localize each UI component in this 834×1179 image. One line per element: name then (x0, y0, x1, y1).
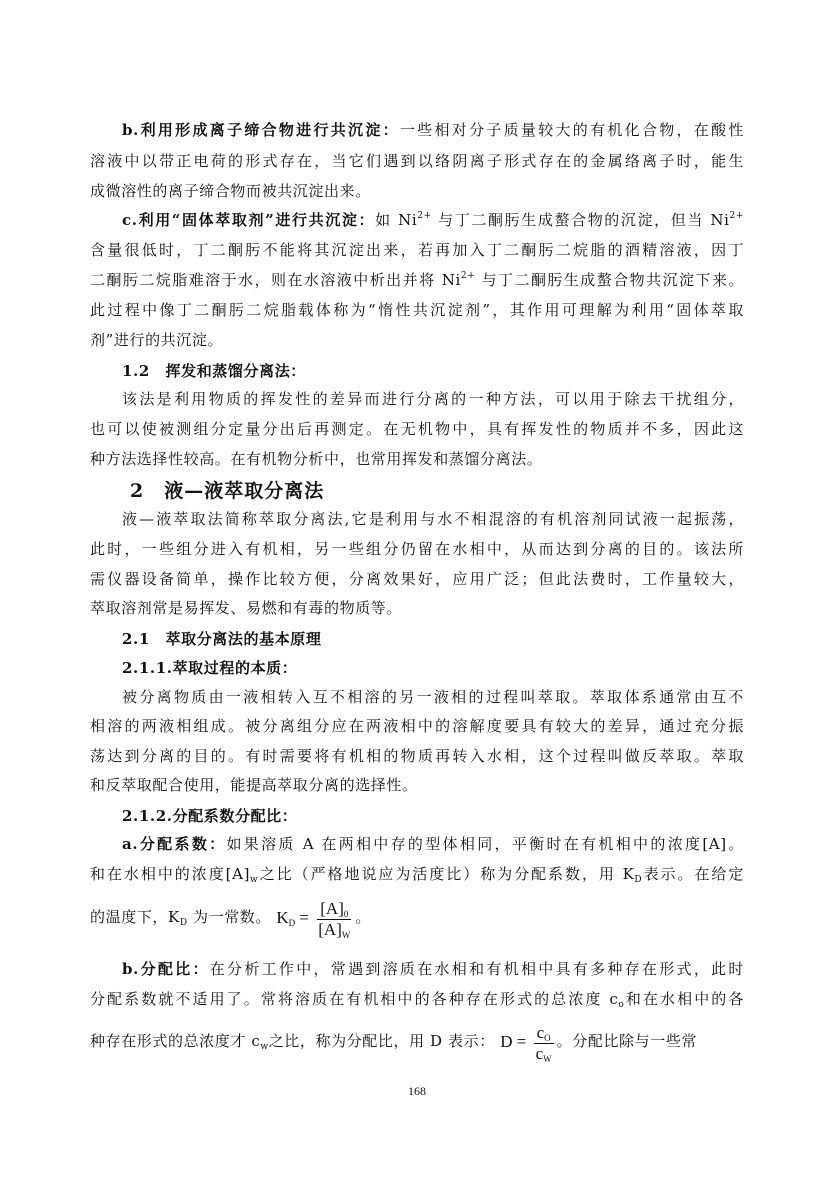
ion-charge: 2+ (460, 271, 476, 281)
eq-ratio-denominator (533, 1044, 555, 1064)
paragraph-c-text-a: 如 Ni (375, 211, 418, 229)
eq-d-symbol: D (500, 1032, 513, 1051)
paragraph-extraction-line-1: 液—液萃取法简称萃取分离法,它是利用与水不相混溶的有机溶剂同试液一起振荡， (122, 510, 744, 528)
coeff-text-b: 之比（严格地说应为活度比）称为分配系数，用 K (258, 865, 635, 883)
coeff-text-c: 表示。在给定 (642, 865, 744, 883)
distribution-ratio-equation: D = $\frac{c_O}{c_W}$ (500, 1020, 556, 1064)
paragraph-ratio-line-2 (90, 989, 744, 1009)
paragraph-essence-line-4: 和反萃取配合使用，能提高萃取分离的选择性。 (90, 776, 418, 794)
paragraph-ratio-text: 在分析工作中，常遇到溶质在水相和有机相中具有多种存在形式，此时 (209, 960, 745, 978)
paragraph-coeff-line-3 (90, 895, 744, 939)
paragraph-extraction-line-2: 此时，一些组分进入有机相，另一些组分仍留在水相中，从而达到分离的目的。该法所 (90, 540, 744, 558)
heading-2: 2 液—液萃取分离法 (130, 480, 325, 502)
paragraph-ratio-lead: b.分配比： (122, 960, 210, 978)
eq-denominator (315, 920, 353, 940)
paragraph-essence-line-2: 相溶的两液相组成。被分离组分应在两液相中的溶解度要具有较大的差异，通过充分振 (90, 717, 744, 735)
paragraph-b-line-2: 溶液中以带正电荷的形式存在，当它们遇到以络阴离子形式存在的金属络离子时，能生 (90, 152, 744, 170)
eq-ratio-numerator (534, 1023, 554, 1044)
paragraph-c-line-2: 含量很低时，丁二酮肟不能将其沉淀出来，若再加入丁二酮肟二烷脂的酒精溶液，因丁 (90, 241, 744, 259)
eq-ratio-den-sub: W (543, 1053, 552, 1064)
eq-ratio-fraction (533, 1023, 555, 1064)
paragraph-c-lead: c.利用“固体萃取剂”进行共沉淀： (122, 211, 376, 229)
paragraph-c-line-1 (122, 210, 744, 230)
ion-charge: 2+ (417, 211, 432, 221)
paragraph-coeff-line-2 (90, 864, 744, 884)
eq-num-text: [A] (320, 898, 344, 918)
ratio-text-c: 种存在形式的总浓度才 c (90, 1032, 261, 1050)
coeff-text-e: 为一常数。 (187, 908, 272, 926)
coeff-text-a: 和在水相中的浓度[A] (90, 865, 251, 883)
paragraph-c-text-d: 与丁二酮肟生成螯合物共沉淀下来。 (475, 271, 744, 289)
paragraph-coeff-lead: a.分配系数： (122, 835, 227, 853)
paragraph-volatile-line-1: 该法是利用物质的挥发性的差异而进行分离的一种方法，可以用于除去干扰组分， (122, 390, 744, 408)
ratio-text-end: 。分配比除与一些常 (556, 1032, 698, 1050)
heading-2-1-2: 2.1.2.分配系数分配比： (122, 807, 298, 825)
paragraph-b-text: 一些相对分子质量较大的有机化合物，在酸性 (399, 121, 744, 139)
paragraph-b-lead: b.利用形成离子缔合物进行共沉淀： (122, 121, 400, 139)
eq-den-sub: W (341, 929, 351, 940)
paragraph-volatile-line-3: 种方法选择性较高。在有机物分析中，也常用挥发和蒸馏分离法。 (90, 450, 543, 468)
paragraph-essence-line-3: 荡达到分离的目的。有时需要将有机相的物质再转入水相，这个过程叫做反萃取。萃取 (90, 747, 744, 765)
paragraph-ratio-line-1 (122, 959, 744, 979)
ion-charge: 2+ (729, 211, 744, 221)
paragraph-c-line-3 (90, 270, 744, 290)
eq-fraction (315, 899, 353, 940)
ratio-text-b: 和在水相中的各 (624, 990, 744, 1008)
paragraph-c-line-4: 此过程中像丁二酮肟二烷脂载体称为“惰性共沉淀剂”，其作用可理解为利用“固体萃取 (90, 301, 744, 319)
paragraph-extraction-line-4: 萃取溶剂常是易挥发、易燃和有毒的物质等。 (90, 599, 403, 617)
paragraph-c-line-5: 剂”进行的共沉淀。 (90, 331, 224, 349)
paragraph-extraction-line-3: 需仪器设备简单，操作比较方便，分离效果好，应用广泛；但此法费时，工作量较大， (90, 570, 744, 588)
ratio-sub-o: o (618, 1000, 625, 1010)
coeff-text-end: 。 (355, 908, 371, 926)
paragraph-c-text-b: 与丁二酮肟生成螯合物的沉淀，但当 Ni (431, 211, 730, 229)
paragraph-b-line-3: 成微溶性的离子缔合物而被共沉淀出来。 (90, 182, 371, 200)
eq-ratio-den-text: c (535, 1043, 544, 1063)
heading-1-2: 1.2 挥发和蒸馏分离法： (122, 362, 306, 380)
paragraph-ratio-line-3 (90, 1019, 744, 1063)
page-number: 168 (408, 1084, 426, 1098)
paragraph-essence-line-1: 被分离物质由一液相转入互不相溶的另一液相的过程叫萃取。萃取体系通常由互不 (122, 688, 744, 706)
eq-ratio-num-text: c (536, 1022, 545, 1042)
eq-numerator (317, 899, 351, 920)
heading-2-1: 2.1 萃取分离法的基本原理 (122, 630, 322, 648)
coeff-sub-d: D (634, 875, 643, 885)
paragraph-volatile-line-2: 也可以使被测组分定量分出后再测定。在无机物中，具有挥发性的物质并不多，因此这 (90, 420, 744, 438)
paragraph-coeff-line-1 (122, 834, 744, 854)
ratio-sub-w: w (260, 1042, 269, 1052)
eq-kd-symbol: K (276, 908, 289, 927)
eq-den-text: [A] (318, 919, 342, 939)
coeff-sub-w: w (250, 875, 259, 885)
coeff-sub-d2: D (179, 918, 188, 928)
eq-ratio-num-sub: O (544, 1032, 551, 1043)
coeff-text-d: 的温度下，K (90, 908, 180, 926)
heading-2-1-1: 2.1.1.萃取过程的本质： (122, 659, 298, 677)
paragraph-coeff-text: 如果溶质 A 在两相中存的型体相同，平衡时在有机相中的浓度[A]。 (226, 835, 744, 853)
ratio-text-a: 分配系数就不适用了。常将溶质在有机相中的各种存在形式的总浓度 c (90, 990, 619, 1008)
paragraph-b-line-1 (122, 120, 744, 140)
ratio-text-d: 之比，称为分配比，用 D 表示： (268, 1032, 495, 1050)
eq-kd-sub: D (288, 918, 296, 928)
distribution-coefficient-equation: $K_D$ = $\frac{[A]_0}{[A]_W}$ (276, 896, 355, 940)
paragraph-c-text-c: 二酮肟二烷脂难溶于水，则在水溶液中析出并将 Ni (90, 271, 461, 289)
eq-num-sub: 0 (343, 908, 349, 919)
